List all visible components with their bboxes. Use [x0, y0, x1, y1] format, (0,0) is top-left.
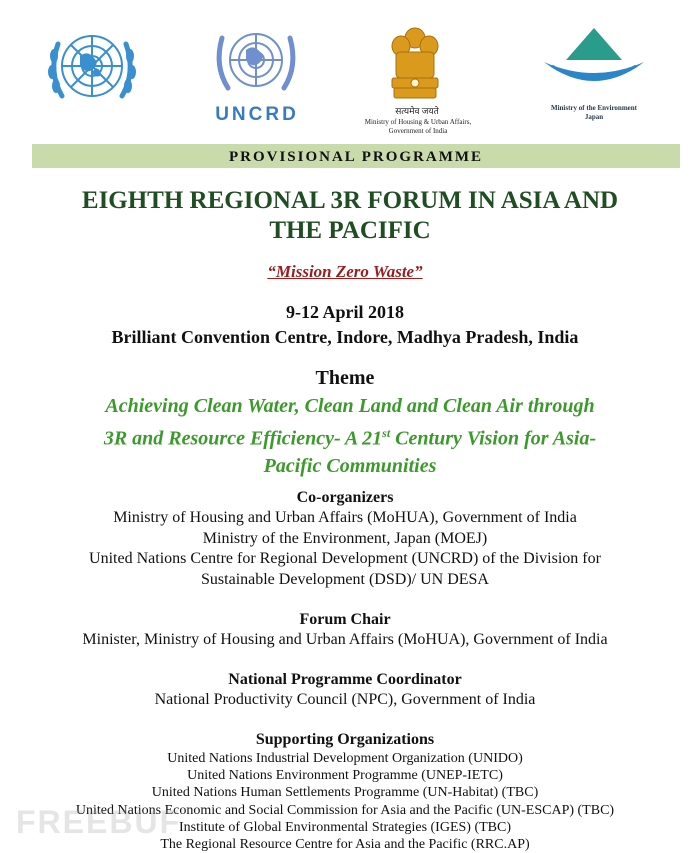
programme-banner: PROVISIONAL PROGRAMME	[32, 144, 680, 168]
theme-line-part: 3R and Resource Efficiency- A 21	[103, 427, 383, 450]
section-line: National Productivity Council (NPC), Government of India	[154, 691, 536, 708]
moej-caption-line: Japan	[584, 113, 604, 121]
emblem-motto: सत्यमेव जयते	[395, 106, 439, 116]
event-venue: Brilliant Convention Centre, Indore, Madhya Pradesh, India	[111, 327, 579, 347]
logo-header	[0, 0, 690, 140]
india-national-emblem-icon	[386, 24, 444, 104]
section-line: United Nations Industrial Development Organization (UNIDO)	[167, 751, 523, 766]
section-line: Institute of Global Environmental Strategies (IGES) (TBC)	[178, 819, 512, 835]
mohua-caption-line: Government of India	[388, 127, 448, 135]
section-heading: Co-organizers	[296, 489, 394, 506]
coordinator-section	[0, 670, 690, 711]
moej-logo-icon	[540, 26, 648, 100]
uncrd-label: UNCRD	[215, 104, 299, 125]
theme-line: Pacific Communities	[263, 454, 437, 477]
theme-line: Achieving Clean Water, Clean Land and Clean Air through	[105, 395, 595, 417]
section-heading: National Programme Coordinator	[228, 671, 462, 688]
forum-title	[40, 186, 660, 246]
theme-line	[52, 420, 648, 453]
forum-title-line: THE PACIFIC	[269, 217, 431, 244]
section-heading: Forum Chair	[299, 611, 391, 628]
section-heading: Supporting Organizations	[255, 731, 435, 748]
moej-caption	[536, 104, 652, 122]
section-line: United Nations Environment Programme (UNEP-IETC)	[187, 768, 503, 784]
section-line: Ministry of the Environment, Japan (MOEJ)	[202, 529, 488, 547]
event-dates: 9-12 April 2018	[285, 302, 404, 322]
mission-slogan: “Mission Zero Waste”	[267, 262, 423, 281]
theme-superscript: st	[382, 426, 391, 440]
mohua-caption-line: Ministry of Housing & Urban Affairs,	[364, 118, 472, 126]
section-line: Minister, Ministry of Housing and Urban Affairs (MoHUA), Government of India	[82, 631, 608, 648]
co-organizers-section	[0, 488, 690, 590]
moej-caption-line: Ministry of the Environment	[550, 104, 637, 112]
theme-line-part: Century Vision for Asia-	[390, 427, 597, 450]
section-line: Ministry of Housing and Urban Affairs (MoHUA), Government of India	[113, 509, 577, 526]
section-line: United Nations Centre for Regional Development (UNCRD) of the Division for	[89, 550, 601, 567]
forum-chair-section	[0, 610, 690, 651]
forum-title-line: EIGHTH REGIONAL 3R FORUM IN ASIA AND	[81, 187, 619, 214]
watermark: FREEBUF	[16, 804, 182, 840]
mohua-caption	[352, 118, 484, 136]
uncrd-un-emblem-icon	[206, 20, 306, 102]
section-line: United Nations Human Settlements Programme (UN-Habitat) (TBC)	[151, 785, 539, 801]
theme-text	[52, 393, 648, 480]
section-line: The Regional Resource Centre for Asia and the Pacific (RRC.AP)	[160, 837, 530, 853]
un-emblem-icon	[40, 22, 144, 118]
theme-heading: Theme	[315, 367, 375, 389]
section-line: United Nations Economic and Social Commission for Asia and the Pacific (UN-ESCAP) (TBC)	[75, 802, 615, 818]
section-line: Sustainable Development (DSD)/ UN DESA	[201, 570, 489, 588]
